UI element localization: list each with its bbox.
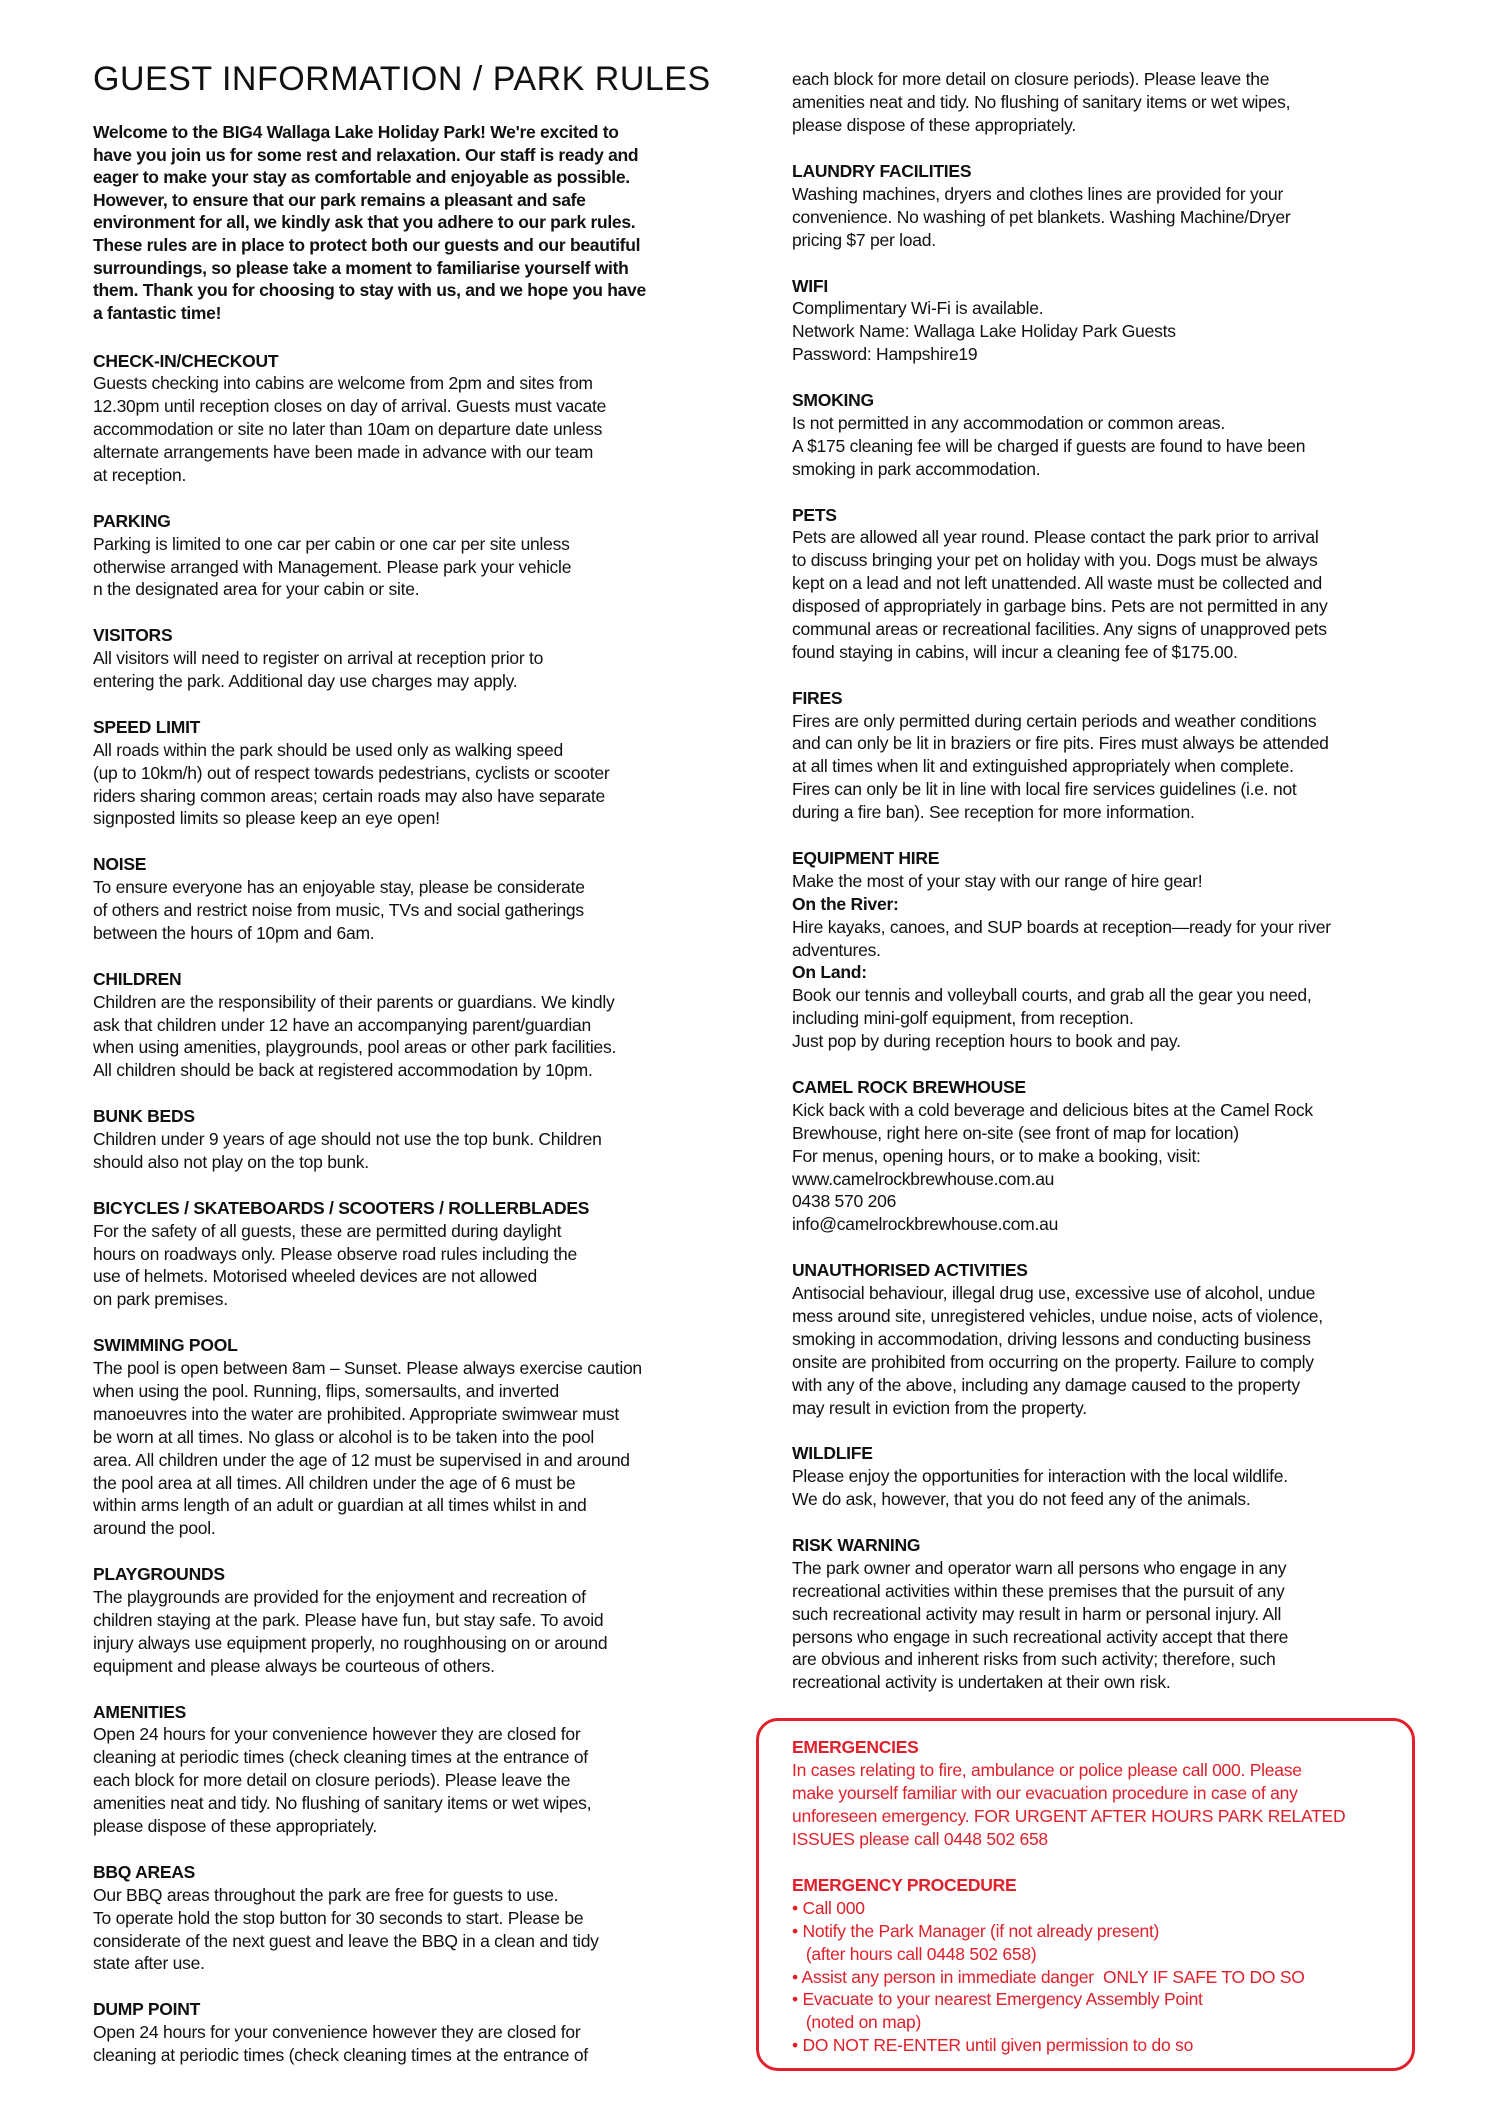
section-text: kept on a lead and not left unattended. All waste must be collected and xyxy=(792,573,1322,594)
section-text: each block for more detail on closure periods). Please leave the xyxy=(792,69,1270,89)
section-text: entering the park. Additional day use charges may apply. xyxy=(93,671,518,692)
section-text: www.camelrockbrewhouse.com.au xyxy=(792,1168,1055,1189)
section-text: area. All children under the age of 12 must be supervised in and around xyxy=(93,1449,630,1470)
section-children xyxy=(93,968,616,1082)
section-text: The playgrounds are provided for the enjoyment and recreation of xyxy=(93,1587,586,1608)
section-text: Washing machines, dryers and clothes lines are provided for your xyxy=(792,183,1284,204)
emergency-text: ISSUES please call 0448 502 658 xyxy=(792,1828,1048,1849)
section-text: be worn at all times. No glass or alcohol is to be taken into the pool xyxy=(93,1426,594,1447)
section-text: Parking is limited to one car per cabin or one car per site unless xyxy=(93,533,570,554)
section-unauthorised-activities xyxy=(792,1259,1323,1419)
section-text: may result in eviction from the property. xyxy=(792,1397,1087,1418)
procedure-step: • Notify the Park Manager (if not already present) xyxy=(792,1920,1160,1941)
section-text: state after use. xyxy=(93,1953,205,1974)
emergency-heading: EMERGENCIES xyxy=(792,1737,919,1757)
section-text: smoking in accommodation, driving lessons and conducting business xyxy=(792,1328,1311,1349)
section-text: at reception. xyxy=(93,464,187,485)
section-text: To ensure everyone has an enjoyable stay, please be considerate xyxy=(93,877,585,898)
section-pets xyxy=(792,504,1328,664)
section-text: Hire kayaks, canoes, and SUP boards at reception—ready for your river xyxy=(792,916,1331,937)
section-amenities xyxy=(93,1701,591,1838)
section-text: Brewhouse, right here on-site (see front of map for location) xyxy=(792,1122,1239,1143)
intro-line: Welcome to the BIG4 Wallaga Lake Holiday Park! We're excited to xyxy=(93,122,619,142)
section-heading: SPEED LIMIT xyxy=(93,716,201,737)
intro-line: However, to ensure that our park remains a pleasant and safe xyxy=(93,189,586,210)
section-text: on park premises. xyxy=(93,1289,228,1310)
page-title: GUEST INFORMATION / PARK RULES xyxy=(93,60,711,98)
section-text: Just pop by during reception hours to book and pay. xyxy=(792,1031,1181,1052)
section-text: with any of the above, including any damage caused to the property xyxy=(792,1374,1300,1395)
section-text: smoking in park accommodation. xyxy=(792,458,1041,479)
section-dump-point xyxy=(93,1998,588,2067)
section-risk-warning xyxy=(792,1534,1288,1694)
intro-paragraph xyxy=(93,121,646,324)
section-text: persons who engage in such recreational activity accept that there xyxy=(792,1626,1289,1647)
procedure-step: • Evacuate to your nearest Emergency Assembly Point xyxy=(792,1989,1203,2010)
intro-line: eager to make your stay as comfortable and enjoyable as possible. xyxy=(93,167,630,188)
section-laundry-facilities xyxy=(792,160,1290,252)
procedure-heading: EMERGENCY PROCEDURE xyxy=(792,1875,1017,1895)
section-text: considerate of the next guest and leave the BBQ in a clean and tidy xyxy=(93,1930,599,1951)
section-heading: WIFI xyxy=(792,275,828,296)
section-text: accommodation or site no later than 10am on departure date unless xyxy=(93,419,603,440)
section-wildlife xyxy=(792,1442,1288,1511)
section-heading: BUNK BEDS xyxy=(93,1106,195,1127)
section-text: The pool is open between 8am – Sunset. Please always exercise caution xyxy=(93,1358,642,1379)
section-text: cleaning at periodic times (check cleaning times at the entrance of xyxy=(93,2045,588,2066)
section-text: when using the pool. Running, flips, somersaults, and inverted xyxy=(93,1380,560,1401)
section-parking xyxy=(93,510,571,602)
section-text: riders sharing common areas; certain roads may also have separate xyxy=(93,785,605,806)
section-text: We do ask, however, that you do not feed any of the animals. xyxy=(792,1489,1251,1510)
section-text: The park owner and operator warn all persons who engage in any xyxy=(792,1557,1287,1578)
section-text: disposed of appropriately in garbage bins. Pets are not permitted in any xyxy=(792,596,1328,617)
emergency-text: In cases relating to fire, ambulance or police please call 000. Please xyxy=(792,1759,1302,1780)
section-text: info@camelrockbrewhouse.com.au xyxy=(792,1214,1059,1235)
section-heading: CHILDREN xyxy=(93,968,182,989)
intro-line: a fantastic time! xyxy=(93,302,222,323)
section-text: Fires can only be lit in line with local fire services guidelines (i.e. not xyxy=(792,779,1297,800)
section-heading: UNAUTHORISED ACTIVITIES xyxy=(792,1260,1028,1281)
section-text: All visitors will need to register on arrival at reception prior to xyxy=(93,648,544,669)
section-text: Pets are allowed all year round. Please contact the park prior to arrival xyxy=(792,527,1319,548)
section-text: hours on roadways only. Please observe road rules including the xyxy=(93,1243,577,1264)
section-text: Open 24 hours for your convenience however they are closed for xyxy=(93,1724,581,1745)
section-text: children staying at the park. Please have fun, but stay safe. To avoid xyxy=(93,1609,604,1630)
section-text: amenities neat and tidy. No flushing of sanitary items or wet wipes, xyxy=(792,91,1291,112)
intro-line: surroundings, so please take a moment to familiarise yourself with xyxy=(93,257,629,278)
section-heading: DUMP POINT xyxy=(93,1999,201,2020)
section-camel-rock-brewhouse xyxy=(792,1076,1313,1236)
section-speed-limit xyxy=(93,716,609,830)
section-heading: VISITORS xyxy=(93,625,173,646)
section-text: Please enjoy the opportunities for interaction with the local wildlife. xyxy=(792,1466,1288,1487)
section-text: are obvious and inherent risks from such activity; therefore, such xyxy=(792,1649,1276,1670)
section-text: within arms length of an adult or guardian at all times whilst in and xyxy=(93,1495,587,1516)
section-text: of others and restrict noise from music, TVs and social gatherings xyxy=(93,900,584,921)
section-heading: BBQ AREAS xyxy=(93,1861,196,1882)
section-text: to discuss bringing your pet on holiday with you. Dogs must be always xyxy=(792,550,1318,571)
section-wifi xyxy=(792,275,1176,367)
section-text: use of helmets. Motorised wheeled devices are not allowed xyxy=(93,1266,537,1287)
section-text: at all times when lit and extinguished appropriately when complete. xyxy=(792,756,1294,777)
section-text: mess around site, unregistered vehicles, undue noise, acts of violence, xyxy=(792,1305,1323,1326)
section-text: convenience. No washing of pet blankets. Washing Machine/Dryer xyxy=(792,206,1291,227)
section-bicycles-skateboards-scooters-rollerblades xyxy=(93,1197,589,1311)
section-text: pricing $7 per load. xyxy=(792,229,936,250)
section-heading: SMOKING xyxy=(792,390,874,410)
procedure-step: • Call 000 xyxy=(792,1897,865,1918)
intro-line: have you join us for some rest and relaxation. Our staff is ready and xyxy=(93,144,639,165)
section-text: Kick back with a cold beverage and delicious bites at the Camel Rock xyxy=(792,1099,1313,1120)
section-text: Children under 9 years of age should not use the top bunk. Children xyxy=(93,1129,602,1150)
procedure-step: • Assist any person in immediate danger ONLY IF SAFE TO DO SO xyxy=(792,1966,1305,1987)
section-text: when using amenities, playgrounds, pool areas or other park facilities. xyxy=(93,1037,617,1058)
section-text: otherwise arranged with Management. Please park your vehicle xyxy=(93,556,572,577)
section-playgrounds xyxy=(93,1563,607,1677)
section-text: equipment and please always be courteous of others. xyxy=(93,1655,495,1676)
procedure-step: (noted on map) xyxy=(792,2012,922,2033)
section-text: 12.30pm until reception closes on day of arrival. Guests must vacate xyxy=(93,396,607,417)
section-text: adventures. xyxy=(792,939,881,960)
section-text: Network Name: Wallaga Lake Holiday Park Guests xyxy=(792,321,1176,342)
section-heading: LAUNDRY FACILITIES xyxy=(792,161,972,181)
section-text: For the safety of all guests, these are permitted during daylight xyxy=(93,1220,562,1241)
subheading: On the River: xyxy=(792,893,899,914)
section-text: alternate arrangements have been made in advance with our team xyxy=(93,442,594,463)
section-text: found staying in cabins, will incur a cleaning fee of $175.00. xyxy=(792,641,1238,662)
intro-line: them. Thank you for choosing to stay with us, and we hope you have xyxy=(93,280,646,301)
section-heading: AMENITIES xyxy=(93,1701,187,1722)
section-heading: CAMEL ROCK BREWHOUSE xyxy=(792,1077,1026,1097)
section-text: should also not play on the top bunk. xyxy=(93,1151,369,1172)
section-text: recreational activities within these premises that the pursuit of any xyxy=(792,1580,1285,1601)
section-check-in-checkout xyxy=(93,350,606,487)
section-swimming-pool xyxy=(93,1334,642,1540)
section-text: Open 24 hours for your convenience however they are closed for xyxy=(93,2022,581,2043)
subheading: On Land: xyxy=(792,962,867,983)
section-heading: PLAYGROUNDS xyxy=(93,1564,225,1585)
section-bunk-beds xyxy=(93,1105,602,1174)
section-heading: WILDLIFE xyxy=(792,1443,873,1464)
section-fires xyxy=(792,687,1329,824)
section-text: Is not permitted in any accommodation or common areas. xyxy=(792,412,1225,433)
section-heading: BICYCLES / SKATEBOARDS / SCOOTERS / ROLLERBLADES xyxy=(93,1197,590,1218)
section-text: amenities neat and tidy. No flushing of sanitary items or wet wipes, xyxy=(93,1793,592,1814)
section-text: the pool area at all times. All children under the age of 6 must be xyxy=(93,1472,576,1493)
section-heading: NOISE xyxy=(93,854,147,875)
section-text: For menus, opening hours, or to make a booking, visit: xyxy=(792,1145,1201,1166)
section-text: All children should be back at registered accommodation by 10pm. xyxy=(93,1060,593,1081)
section-text: please dispose of these appropriately. xyxy=(792,114,1076,135)
section-text: To operate hold the stop button for 30 seconds to start. Please be xyxy=(93,1907,584,1928)
section-text: Guests checking into cabins are welcome from 2pm and sites from xyxy=(93,373,593,394)
section-text: A $175 cleaning fee will be charged if guests are found to have been xyxy=(792,435,1306,456)
section-text: onsite are prohibited from occurring on the property. Failure to comply xyxy=(792,1351,1314,1372)
section-text: Complimentary Wi-Fi is available. xyxy=(792,298,1044,319)
emergency-text: make yourself familiar with our evacuation procedure in case of any xyxy=(792,1782,1298,1803)
section-heading: PETS xyxy=(792,504,837,525)
section-heading: CHECK-IN/CHECKOUT xyxy=(93,350,279,371)
intro-line: These rules are in place to protect both our guests and our beautiful xyxy=(93,234,641,255)
section-text: during a fire ban). See reception for more information. xyxy=(792,802,1195,823)
procedure-step: • DO NOT RE-ENTER until given permission to do so xyxy=(792,2035,1194,2056)
section-text: Antisocial behaviour, illegal drug use, excessive use of alcohol, undue xyxy=(792,1283,1316,1304)
section-heading: SWIMMING POOL xyxy=(93,1335,238,1356)
section-visitors xyxy=(93,624,543,693)
section-text: communal areas or recreational facilities. Any signs of unapproved pets xyxy=(792,618,1327,639)
section-text: cleaning at periodic times (check cleaning times at the entrance of xyxy=(93,1747,588,1768)
section-text: such recreational activity may result in harm or personal injury. All xyxy=(792,1603,1282,1624)
section-text: between the hours of 10pm and 6am. xyxy=(93,922,375,943)
section-text: 0438 570 206 xyxy=(792,1191,897,1212)
section-text: ask that children under 12 have an accompanying parent/guardian xyxy=(93,1014,591,1035)
section-text: recreational activity is undertaken at their own risk. xyxy=(792,1672,1171,1693)
procedure-step: (after hours call 0448 502 658) xyxy=(792,1943,1037,1964)
section-text: n the designated area for your cabin or site. xyxy=(93,579,420,600)
section-text: All roads within the park should be used only as walking speed xyxy=(93,739,563,760)
section-text: (up to 10km/h) out of respect towards pedestrians, cyclists or scooter xyxy=(93,762,610,783)
section-heading: FIRES xyxy=(792,687,843,708)
section-equipment-hire xyxy=(792,847,1331,1053)
section-text: Our BBQ areas throughout the park are free for guests to use. xyxy=(93,1884,559,1905)
emergency-procedure-section xyxy=(792,1874,1305,2057)
section-text: each block for more detail on closure periods). Please leave the xyxy=(93,1770,571,1791)
section-noise xyxy=(93,853,585,945)
section-text: and can only be lit in braziers or fire pits. Fires must always be attended xyxy=(792,733,1329,754)
section-text: Fires are only permitted during certain periods and weather conditions xyxy=(792,710,1317,731)
section-bbq-areas xyxy=(93,1861,599,1975)
section-heading: PARKING xyxy=(93,510,171,531)
section-text: Make the most of your stay with our range of hire gear! xyxy=(792,870,1203,891)
section-smoking xyxy=(792,389,1305,481)
intro-line: environment for all, we kindly ask that you adhere to our park rules. xyxy=(93,212,636,233)
section-heading: EQUIPMENT HIRE xyxy=(792,848,940,868)
section-text: Book our tennis and volleyball courts, and grab all the gear you need, xyxy=(792,985,1312,1006)
section-text: Children are the responsibility of their parents or guardians. We kindly xyxy=(93,991,615,1012)
section-text: injury always use equipment properly, no roughhousing on or around xyxy=(93,1632,608,1653)
section-heading: RISK WARNING xyxy=(792,1535,921,1555)
section-text: manoeuvres into the water are prohibited. Appropriate swimwear must xyxy=(93,1403,620,1424)
section-text: around the pool. xyxy=(93,1518,216,1539)
section-text: Password: Hampshire19 xyxy=(792,344,978,365)
section-text: please dispose of these appropriately. xyxy=(93,1816,377,1837)
emergencies-section xyxy=(792,1736,1345,1850)
section-text: signposted limits so please keep an eye open! xyxy=(93,808,440,829)
emergency-text: unforeseen emergency. FOR URGENT AFTER HOURS PARK RELATED xyxy=(792,1805,1346,1826)
section-text: including mini-golf equipment, from reception. xyxy=(792,1008,1134,1029)
amenities-continued xyxy=(792,68,1290,137)
